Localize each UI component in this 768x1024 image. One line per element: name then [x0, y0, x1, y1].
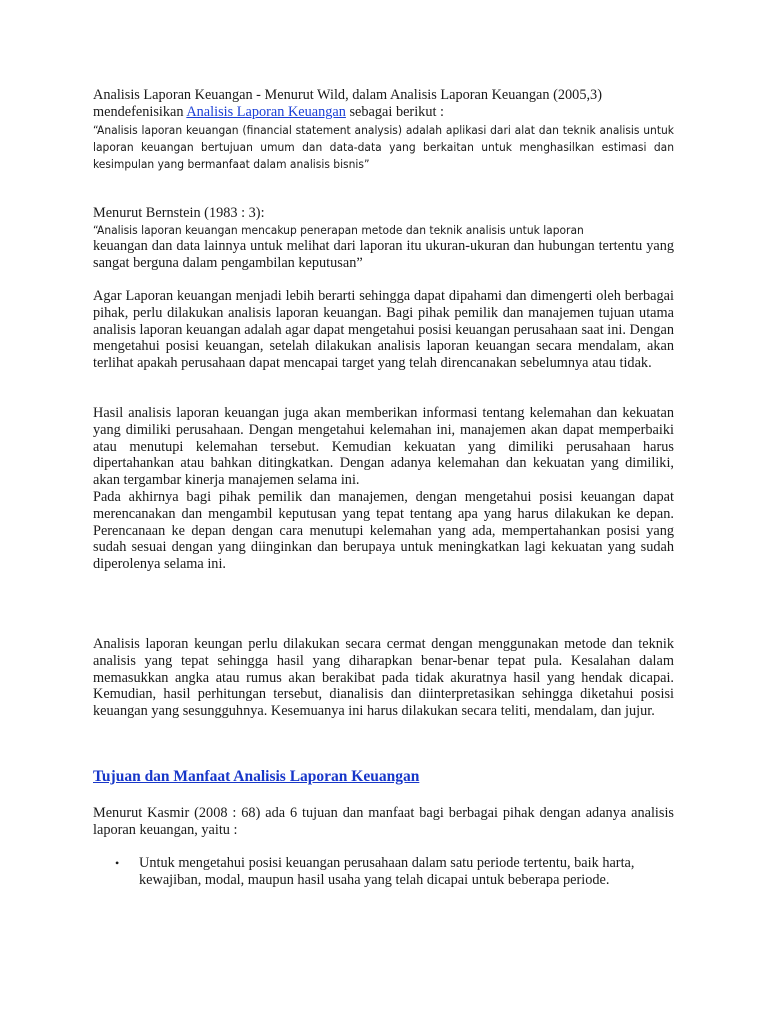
analisis-laporan-keuangan-link[interactable]: Analisis Laporan Keuangan — [186, 103, 346, 120]
wild-line2-suffix: sebagai berikut : — [345, 103, 444, 120]
paragraph-3: Pada akhirnya bagi pihak pemilik dan manajemen, dengan mengetahui posisi keuangan dapat merencanakan dan mengambil keputusan yang tepat tentang apa yang harus dilakukan ke depan. Perencanaan ke depan dengan cara menutupi kelemahan yang ada, mempertahankan posisi yang sudah sesuai dengan yang diinginkan dan berupaya untuk meningkatkan lagi kekuatan yang sudah diperolenya selama ini. — [93, 489, 674, 573]
wild-line1: Analisis Laporan Keuangan - Menurut Wild, dalam Analisis Laporan Keuangan (2005,3) — [93, 87, 602, 103]
bernstein-quote-line1: “Analisis laporan keuangan mencakup penerapan metode dan teknik analisis untuk laporan — [93, 223, 584, 237]
paragraph-2: Hasil analisis laporan keuangan juga akan memberikan informasi tentang kelemahan dan kekuatan yang dimiliki perusahaan. Dengan mengetahui kelemahan ini, manajemen akan dapat memperbaiki atau menutupi kelemahan tersebut. Kemudian kekuatan yang dimiliki perusahaan harus dipertahankan atau bahkan ditingkatkan. Dengan adanya kelemahan dan kekuatan yang dimiliki, akan tergambar kinerja manajemen selama ini. — [93, 405, 674, 489]
wild-intro — [93, 87, 674, 121]
bullet-icon: • — [115, 856, 120, 870]
kasmir-intro: Menurut Kasmir (2008 : 68) ada 6 tujuan dan manfaat bagi berbagai pihak dengan adanya analisis laporan keuangan, yaitu : — [93, 805, 674, 838]
list-item — [93, 855, 674, 915]
wild-line2-text: mendefenisikan — [93, 103, 187, 120]
wild-quote: “Analisis laporan keuangan (financial statement analysis) adalah aplikasi dari alat dan teknik analisis untuk laporan keuangan bertujuan umum dan data-data yang berkaitan untuk menghasilkan estimasi dan kesimpulan yang bermanfaat dalam analisis bisnis” — [93, 123, 674, 171]
bernstein-quote-rest: keuangan dan data lainnya untuk melihat dari laporan itu ukuran-ukuran dan hubungan tertentu yang sangat berguna dalam pengambilan keputusan” — [93, 238, 674, 271]
paragraph-1: Agar Laporan keuangan menjadi lebih berarti sehingga dapat dipahami dan dimengerti oleh berbagai pihak, perlu dilakukan analisis laporan keuangan. Bagi pihak pemilik dan manajemen tujuan utama analisis laporan keuangan adalah agar dapat mengetahui posisi keuangan perusahaan saat ini. Dengan mengetahui posisi keuangan, setelah dilakukan analisis laporan keuangan secara mendalam, akan terlihat apakah perusahaan dapat mencapai target yang telah direncanakan sebelumnya atau tidak. — [93, 288, 674, 372]
list-item-text: Untuk mengetahui posisi keuangan perusahaan dalam satu periode tertentu, baik harta, kewajiban, modal, maupun hasil usaha yang telah dicapai untuk beberapa periode. — [139, 855, 635, 888]
bernstein-intro: Menurut Bernstein (1983 : 3): — [93, 205, 265, 221]
section-heading[interactable]: Tujuan dan Manfaat Analisis Laporan Keuangan — [93, 768, 420, 785]
paragraph-4: Analisis laporan keungan perlu dilakukan secara cermat dengan menggunakan metode dan teknik analisis yang tepat sehingga hasil yang diharapkan benar-benar tepat pula. Kesalahan dalam memasukkan angka atau rumus akan berakibat pada tidak akuratnya hasil yang hendak dicapai. Kemudian, hasil perhitungan tersebut, dianalisis dan diinterpretasikan sehingga diketahui posisi keuangan yang sesungguhnya. Kesemuanya ini harus dilakukan secara teliti, mendalam, dan jujur. — [93, 636, 674, 720]
